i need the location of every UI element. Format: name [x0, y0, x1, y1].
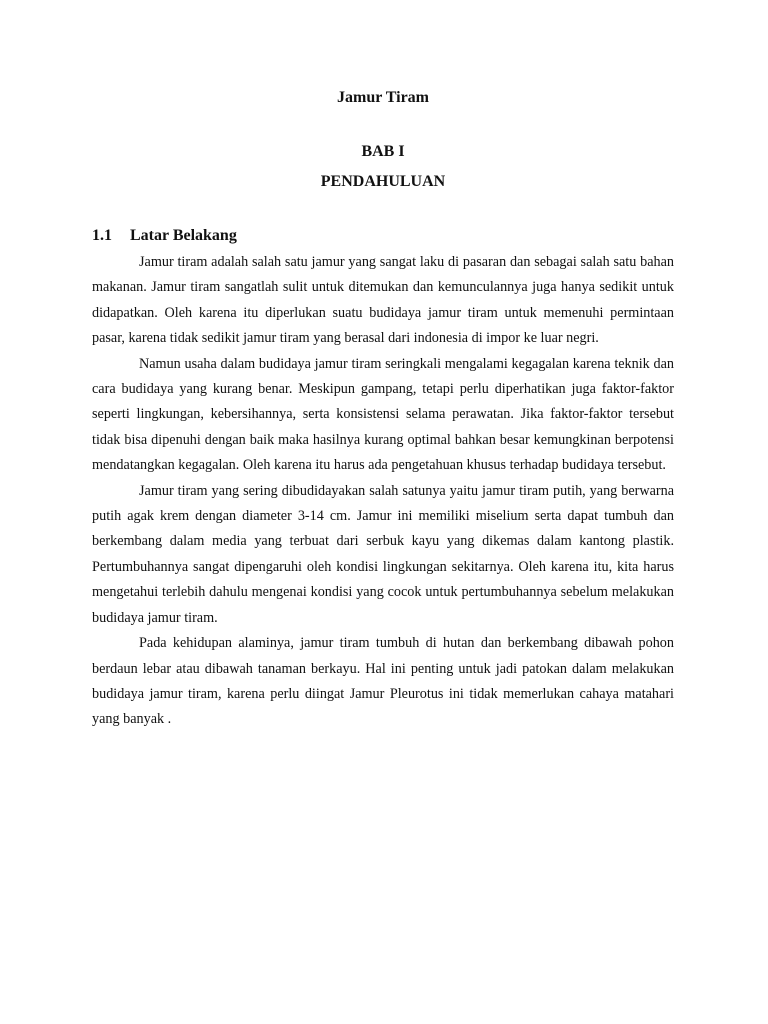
chapter-title: PENDAHULUAN: [320, 173, 446, 190]
document-page: [92, 86, 674, 733]
section-body: [92, 250, 674, 733]
chapter-number: BAB I: [361, 143, 405, 160]
section-heading: [92, 224, 674, 248]
paragraph: Pada kehidupan alaminya, jamur tiram tumbuh di hutan dan berkembang dibawah pohon berdaun lebar atau dibawah tanaman berkayu. Hal ini penting untuk jadi patokan dalam melakukan budidaya jamur tiram, karena perlu diingat Jamur Pleurotus ini tidak memerlukan cahaya matahari yang banyak .: [92, 635, 674, 728]
paragraph: Jamur tiram adalah salah satu jamur yang sangat laku di pasaran dan sebagai salah satu bahan makanan. Jamur tiram sangatlah sulit untuk ditemukan dan kemunculannya juga hanya sedikit untuk didapatkan. Oleh karena itu diperlukan suatu budidaya jamur tiram untuk memenuhi permintaan pasar, karena tidak sedikit jamur tiram yang berasal dari indonesia di impor ke luar negri.: [92, 254, 674, 347]
section-title: Latar Belakang: [130, 227, 237, 244]
paragraph: Namun usaha dalam budidaya jamur tiram seringkali mengalami kegagalan karena teknik dan cara budidaya yang kurang benar. Meskipun gampang, tetapi perlu diperhatikan juga faktor-faktor seperti lingkungan, kebersihannya, serta konsistensi selama perawatan. Jika faktor-faktor tersebut tidak bisa dipenuhi dengan baik maka hasilnya kurang optimal bahkan besar kemungkinan berpotensi mendatangkan kegagalan. Oleh karena itu harus ada pengetahuan khusus terhadap budidaya tersebut.: [92, 355, 674, 474]
section-number: 1.1: [92, 227, 112, 244]
document-title: Jamur Tiram: [336, 89, 429, 106]
paragraph: Jamur tiram yang sering dibudidayakan salah satunya yaitu jamur tiram putih, yang berwarna putih agak krem dengan diameter 3-14 cm. Jamur ini memiliki miselium serta dapat tumbuh dan berkembang dalam media yang terbuat dari serbuk kayu yang dikemas dalam kantong plastik. Pertumbuhannya sangat dipengaruhi oleh kondisi lingkungan sekitarnya. Oleh karena itu, kita harus mengetahui terlebih dahulu mengenai kondisi yang cocok untuk pertumbuhannya sebelum melakukan budidaya jamur tiram.: [92, 482, 674, 626]
